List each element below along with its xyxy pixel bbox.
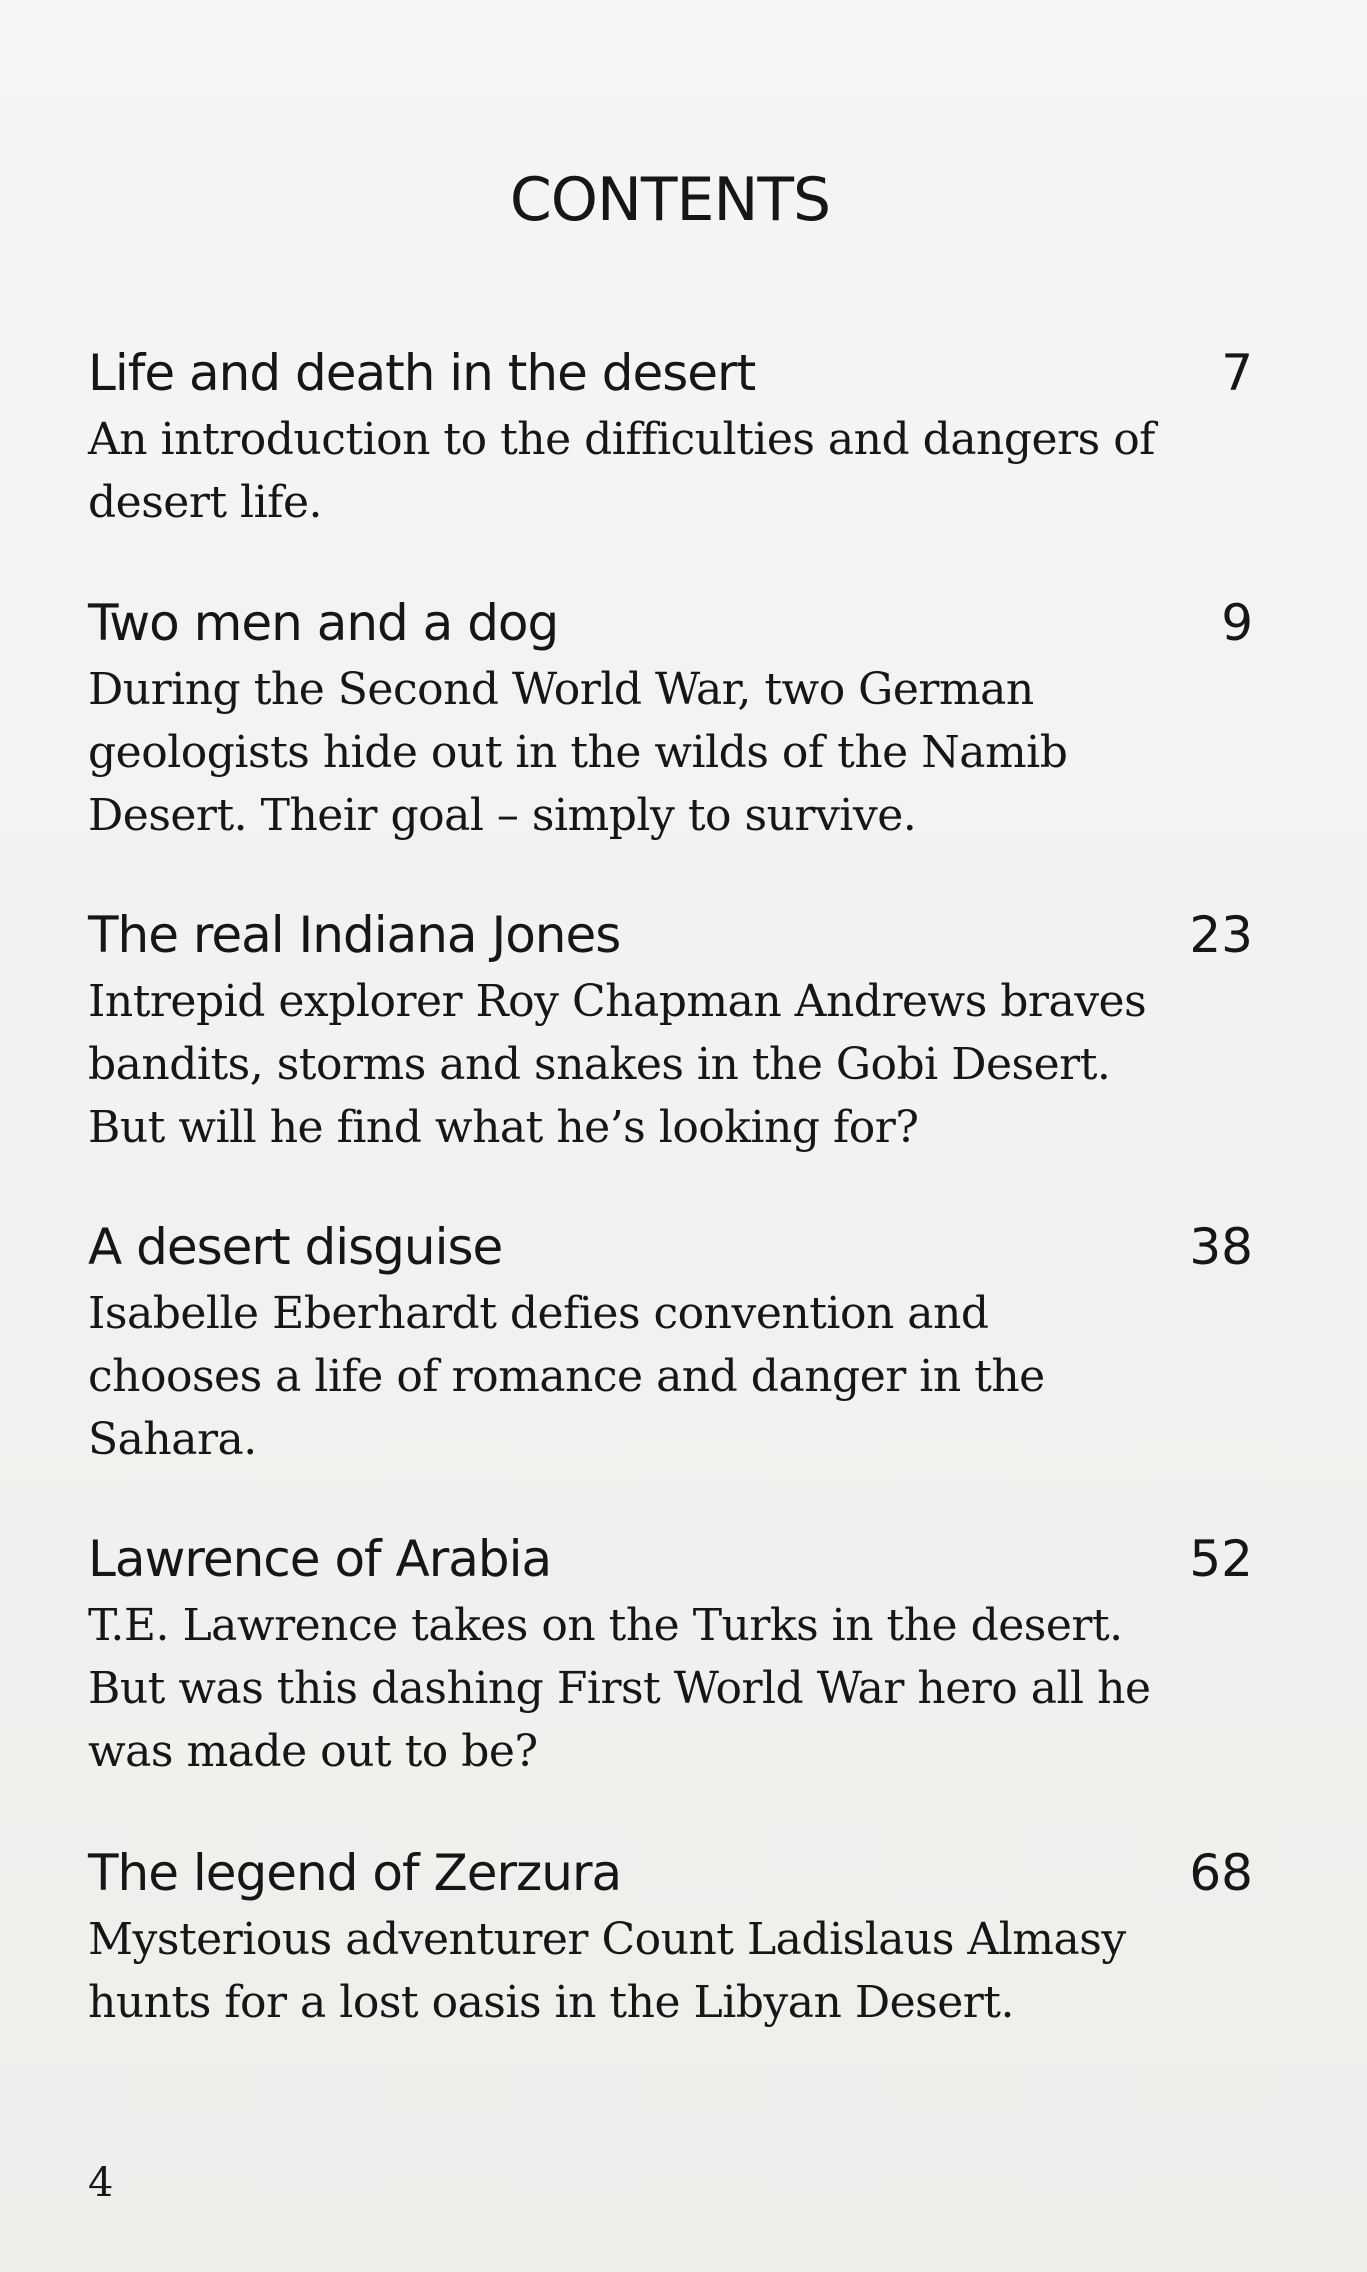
toc-entry-header [88,1212,1253,1282]
toc-entry-description: Intrepid explorer Roy Chapman Andrews braves bandits, storms and snakes in the Gobi Desert. But will he find what he’s looking for? [88,976,1147,1153]
toc-entry-title: A desert disguise [88,1218,503,1276]
toc-entry [88,588,1253,847]
toc-entry-description: An introduction to the difficulties and dangers of desert life. [88,414,1155,528]
toc-entry [88,900,1253,1159]
toc-entry-description: During the Second World War, two German geologists hide out in the wilds of the Namib Desert. Their goal – simply to survive. [88,664,1068,841]
toc-entry [88,1838,1253,2034]
toc-entry-title: Two men and a dog [88,594,559,652]
toc-entry-page-number: 38 [1189,1218,1253,1276]
toc-entry [88,1524,1253,1783]
toc-entry-description: Isabelle Eberhardt defies convention and chooses a life of romance and danger in the Sahara. [88,1288,1045,1465]
toc-entry-page-number: 52 [1189,1530,1253,1588]
toc-entry-page-number: 7 [1221,344,1253,402]
toc-entry-page-number: 68 [1189,1844,1253,1902]
toc-entry-page-number: 9 [1221,594,1253,652]
toc-entry-description: T.E. Lawrence takes on the Turks in the desert. But was this dashing First World War hero all he was made out to be? [88,1600,1151,1777]
toc-entry [88,338,1253,534]
toc-entry-title: The real Indiana Jones [88,906,621,964]
toc-entry-description: Mysterious adventurer Count Ladislaus Almasy hunts for a lost oasis in the Libyan Desert. [88,1914,1126,2028]
toc-entry-header [88,338,1253,408]
toc-entry [88,1212,1253,1471]
page-title: CONTENTS [509,165,831,235]
toc-entry-page-number: 23 [1189,906,1253,964]
toc-entry-header [88,1524,1253,1594]
toc-entry-header [88,1838,1253,1908]
toc-entry-header [88,900,1253,970]
toc-entry-header [88,588,1253,658]
page-number: 4 [88,2160,114,2206]
toc-entry-title: The legend of Zerzura [88,1844,622,1902]
toc-entry-title: Lawrence of Arabia [88,1530,552,1588]
toc-entry-title: Life and death in the desert [88,344,756,402]
